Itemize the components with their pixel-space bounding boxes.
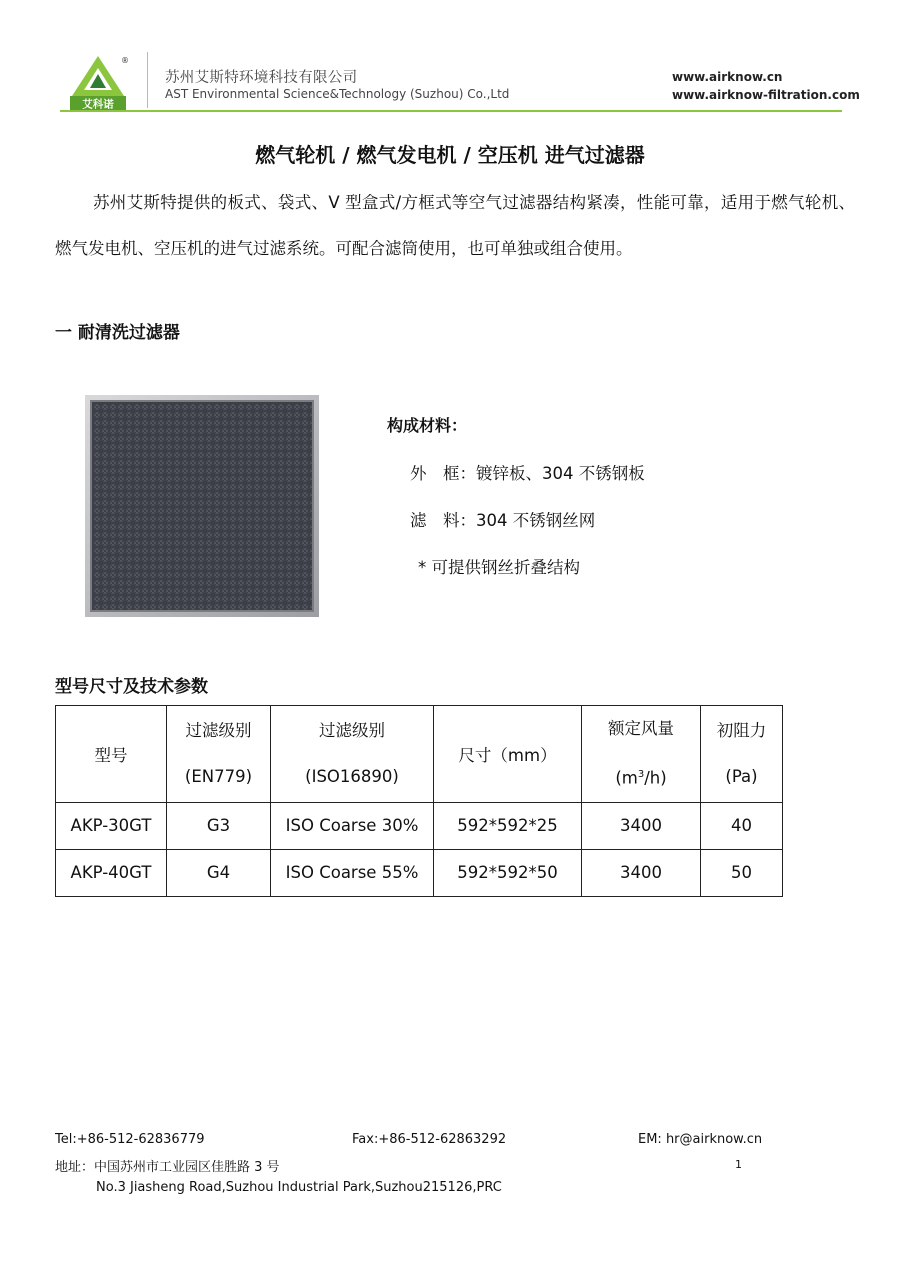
- cell-resistance: 50: [701, 849, 783, 896]
- website-link-2[interactable]: www.airknow-filtration.com: [672, 88, 860, 102]
- header-cell-size: 尺寸（mm）: [434, 706, 582, 803]
- footer-email[interactable]: EM: hr@airknow.cn: [638, 1132, 763, 1147]
- header-cell-model: 型号: [56, 706, 167, 803]
- page-number: 1: [735, 1158, 742, 1171]
- cell-size: 592*592*50: [434, 849, 582, 896]
- material-media: 滤 料：304 不锈钢丝网: [410, 511, 596, 530]
- table-header-row: [56, 706, 783, 803]
- cell-resistance: 40: [701, 802, 783, 849]
- cell-airflow: 3400: [582, 849, 701, 896]
- table-row: [56, 849, 783, 896]
- document-title: 燃气轮机 / 燃气发电机 / 空压机 进气过滤器: [255, 143, 645, 167]
- header-cell-iso16890: 过滤级别 (ISO16890): [271, 706, 434, 803]
- header-cell-en779: 过滤级别 (EN779): [167, 706, 271, 803]
- registered-mark: ®: [121, 56, 129, 65]
- material-frame: 外 框：镀锌板、304 不锈钢板: [410, 464, 645, 483]
- material-note: * 可提供钢丝折叠结构: [418, 558, 580, 577]
- website-link-1[interactable]: www.airknow.cn: [672, 70, 783, 84]
- cell-model: AKP-40GT: [56, 849, 167, 896]
- table-row: [56, 802, 783, 849]
- header-cell-airflow: 额定风量 $(m^3/h)$: [582, 706, 701, 803]
- header-rule: [60, 110, 842, 112]
- header-divider: [147, 52, 148, 108]
- company-name-cn: 苏州艾斯特环境科技有限公司: [165, 70, 358, 86]
- footer-fax: Fax:+86-512-62863292: [352, 1132, 507, 1147]
- cell-iso16890: ISO Coarse 30%: [271, 802, 434, 849]
- company-name-en: AST Environmental Science&Technology (Suzhou) Co.,Ltd: [165, 87, 510, 101]
- footer-address-en: No.3 Jiasheng Road,Suzhou Industrial Park,Suzhou215126,PRC: [96, 1180, 502, 1195]
- washable-filter-photo: [85, 395, 319, 617]
- logo-text: 艾科诺: [82, 98, 114, 111]
- footer-address-cn: 地址：中国苏州市工业园区佳胜路 3 号: [55, 1160, 280, 1175]
- section-heading: 一 耐清洗过滤器: [55, 323, 180, 343]
- cell-en779: G4: [167, 849, 271, 896]
- cell-size: 592*592*25: [434, 802, 582, 849]
- cell-en779: G3: [167, 802, 271, 849]
- spec-table: [55, 705, 783, 897]
- cell-iso16890: ISO Coarse 55%: [271, 849, 434, 896]
- header-cell-resistance: 初阻力 (Pa): [701, 706, 783, 803]
- cell-model: AKP-30GT: [56, 802, 167, 849]
- materials-title: 构成材料：: [387, 416, 468, 435]
- footer-tel: Tel:+86-512-62836779: [55, 1132, 205, 1147]
- intro-paragraph: 苏州艾斯特提供的板式、袋式、V 型盒式/方框式等空气过滤器结构紧凑，性能可靠，适用于燃气轮机、燃气发电机、空压机的进气过滤系统。可配合滤筒使用，也可单独或组合使用。: [55, 193, 855, 258]
- spec-table-title: 型号尺寸及技术参数: [55, 677, 208, 697]
- cell-airflow: 3400: [582, 802, 701, 849]
